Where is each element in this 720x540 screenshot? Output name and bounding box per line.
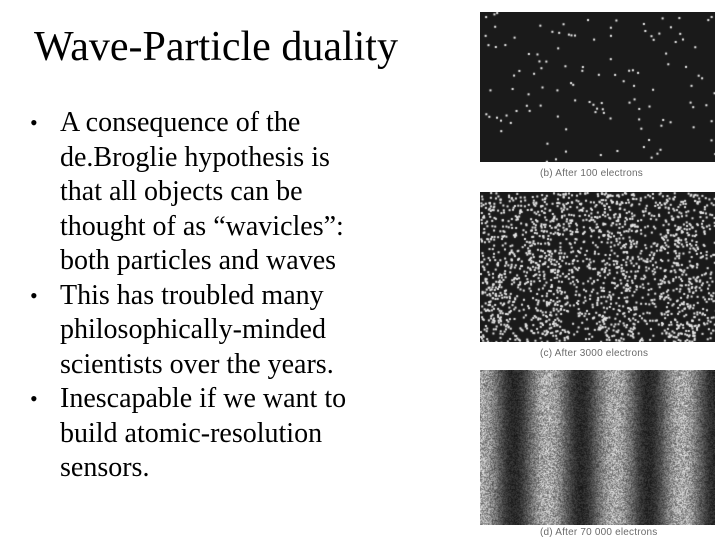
bullet-item <box>30 279 450 383</box>
bullet-line: A consequence of the <box>60 107 301 138</box>
panel-caption: (d) After 70 000 electrons <box>540 527 658 538</box>
electron-panel-70000 <box>480 370 715 525</box>
electron-pattern-image <box>480 12 715 162</box>
bullet-marker: • <box>30 386 38 411</box>
panel-caption: (c) After 3000 electrons <box>540 348 649 359</box>
electron-pattern-image <box>480 192 715 342</box>
bullet-line: philosophically-minded <box>60 314 326 345</box>
electron-panel-100 <box>480 12 715 162</box>
bullet-marker: • <box>30 110 38 135</box>
bullet-line: Inescapable if we want to <box>60 383 347 414</box>
slide-title: Wave-Particle duality <box>34 24 398 70</box>
bullet-line: This has troubled many <box>60 279 324 311</box>
bullet-line: de.Broglie hypothesis is <box>60 141 330 173</box>
bullet-marker: • <box>30 282 38 308</box>
bullet-line: build atomic-resolution <box>60 417 323 449</box>
bullet-line: that all objects can be <box>60 176 303 207</box>
bullet-line: scientists over the years. <box>60 348 334 380</box>
bullet-item <box>30 106 450 279</box>
electron-panel-3000 <box>480 192 715 342</box>
electron-pattern-image <box>480 370 715 525</box>
bullet-line: sensors. <box>60 452 150 483</box>
bullet-list <box>30 106 450 486</box>
bullet-line: both particles and waves <box>60 245 337 276</box>
bullet-line: thought of as “wavicles”: <box>60 210 344 242</box>
panel-caption: (b) After 100 electrons <box>540 168 643 179</box>
bullet-item <box>30 382 450 486</box>
